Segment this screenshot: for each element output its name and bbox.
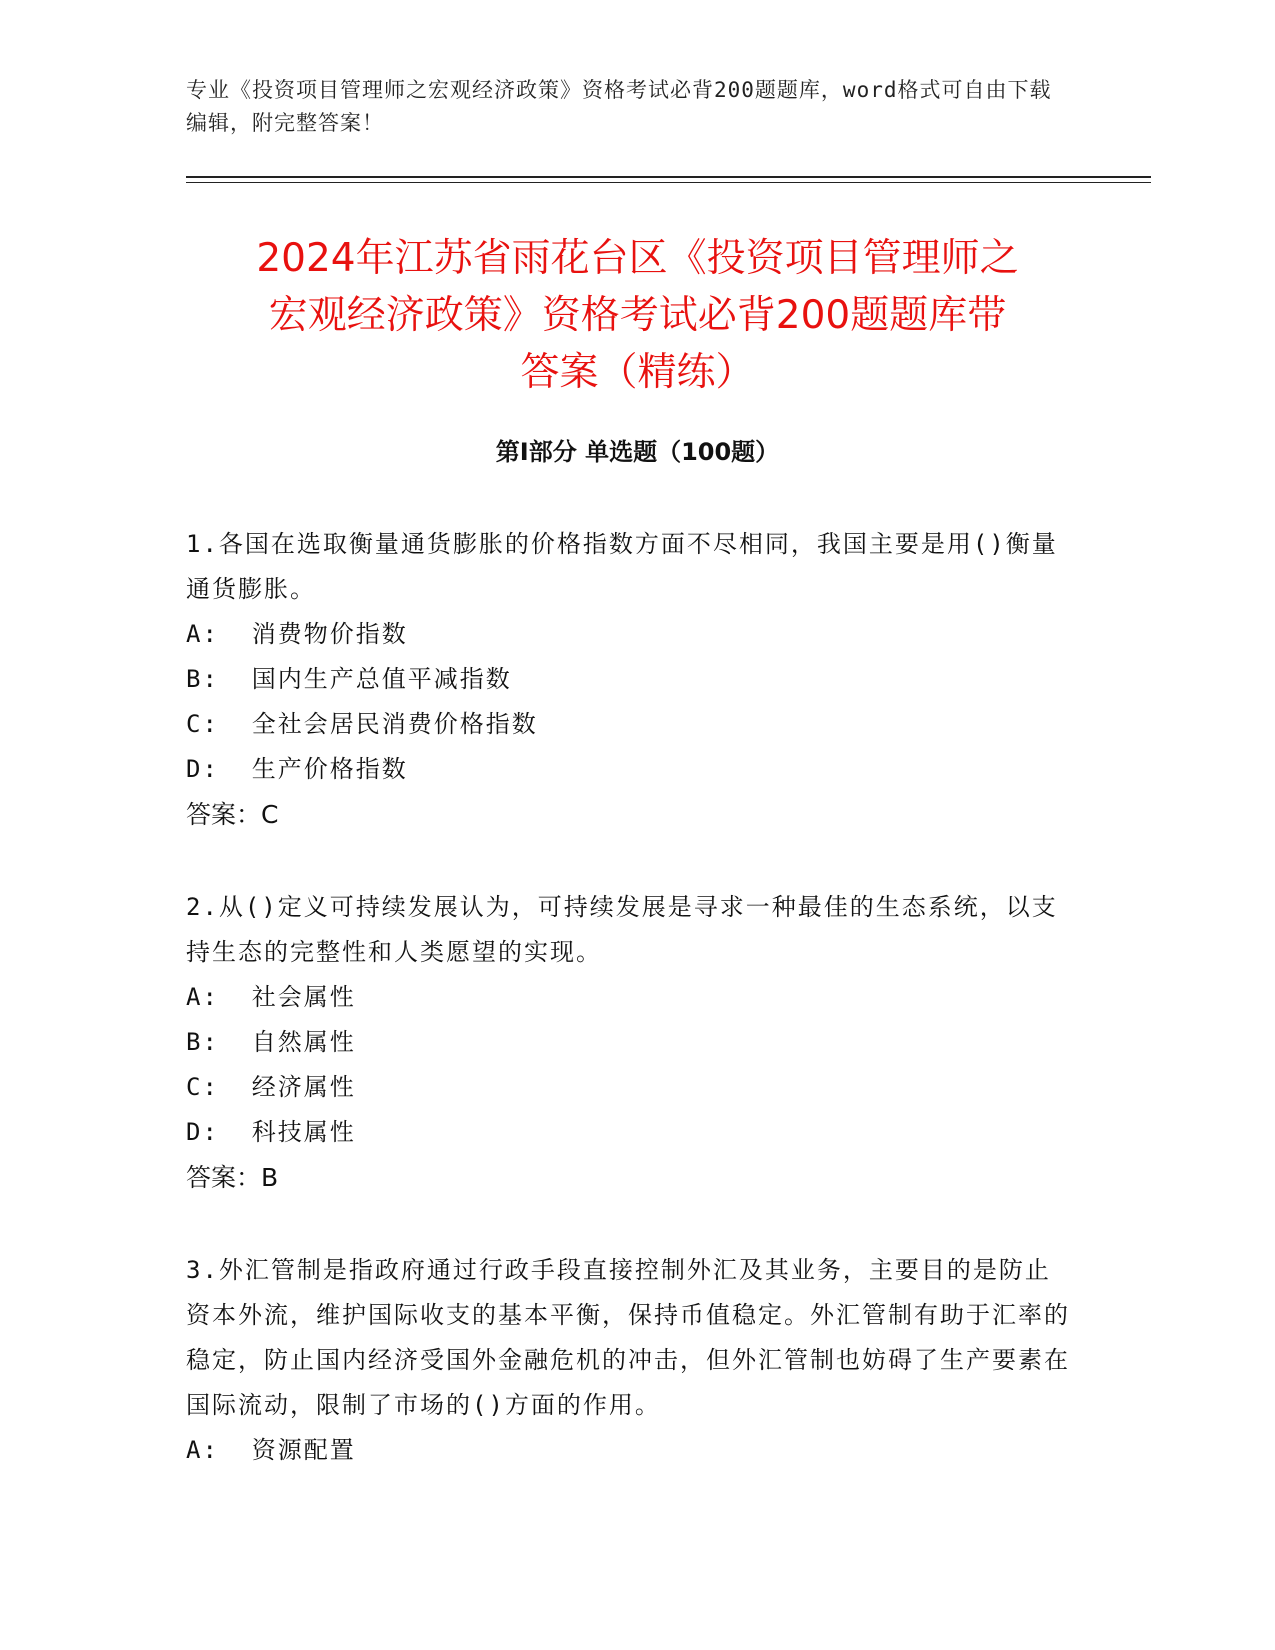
question-list [186,522,1076,1521]
title-line: 2024年江苏省雨花台区《投资项目管理师之 [256,236,1019,281]
option-a: A: 消费物价指数 [186,620,408,648]
title-line: 宏观经济政策》资格考试必背200题题库带 [268,293,1007,338]
section-heading: 第Ⅰ部分 单选题（100题） [495,438,780,466]
title-line: 答案（精练） [520,350,755,395]
option-a: A: 资源配置 [186,1436,356,1464]
question-1 [186,522,1076,837]
option-c: C: 经济属性 [186,1073,356,1101]
question-3 [186,1248,1076,1473]
question-stem: 3.外汇管制是指政府通过行政手段直接控制外汇及其业务，主要目的是防止资本外流，维护国际收支的基本平衡，保持币值稳定。外汇管制有助于汇率的稳定，防止国内经济受国外金融危机的冲击，但外汇管制也妨碍了生产要素在国际流动，限制了市场的()方面的作用。 [186,1256,1070,1419]
option-d: D: 科技属性 [186,1118,356,1146]
header-divider-thin [186,182,1151,183]
question-stem: 1.各国在选取衡量通货膨胀的价格指数方面不尽相同，我国主要是用()衡量通货膨胀。 [186,530,1058,603]
option-b: B: 自然属性 [186,1028,356,1056]
header-divider [186,176,1151,178]
question-2 [186,885,1076,1200]
document-title [160,230,1115,401]
option-c: C: 全社会居民消费价格指数 [186,710,538,738]
option-b: B: 国内生产总值平减指数 [186,665,512,693]
option-d: D: 生产价格指数 [186,755,408,783]
answer-line: 答案：B [186,1163,279,1192]
option-a: A: 社会属性 [186,983,356,1011]
header-note: 专业《投资项目管理师之宏观经济政策》资格考试必背200题题库，word格式可自由下载编辑，附完整答案！ [186,78,1052,135]
answer-line: 答案：C [186,800,279,829]
question-stem: 2.从()定义可持续发展认为，可持续发展是寻求一种最佳的生态系统，以支持生态的完整性和人类愿望的实现。 [186,893,1058,966]
